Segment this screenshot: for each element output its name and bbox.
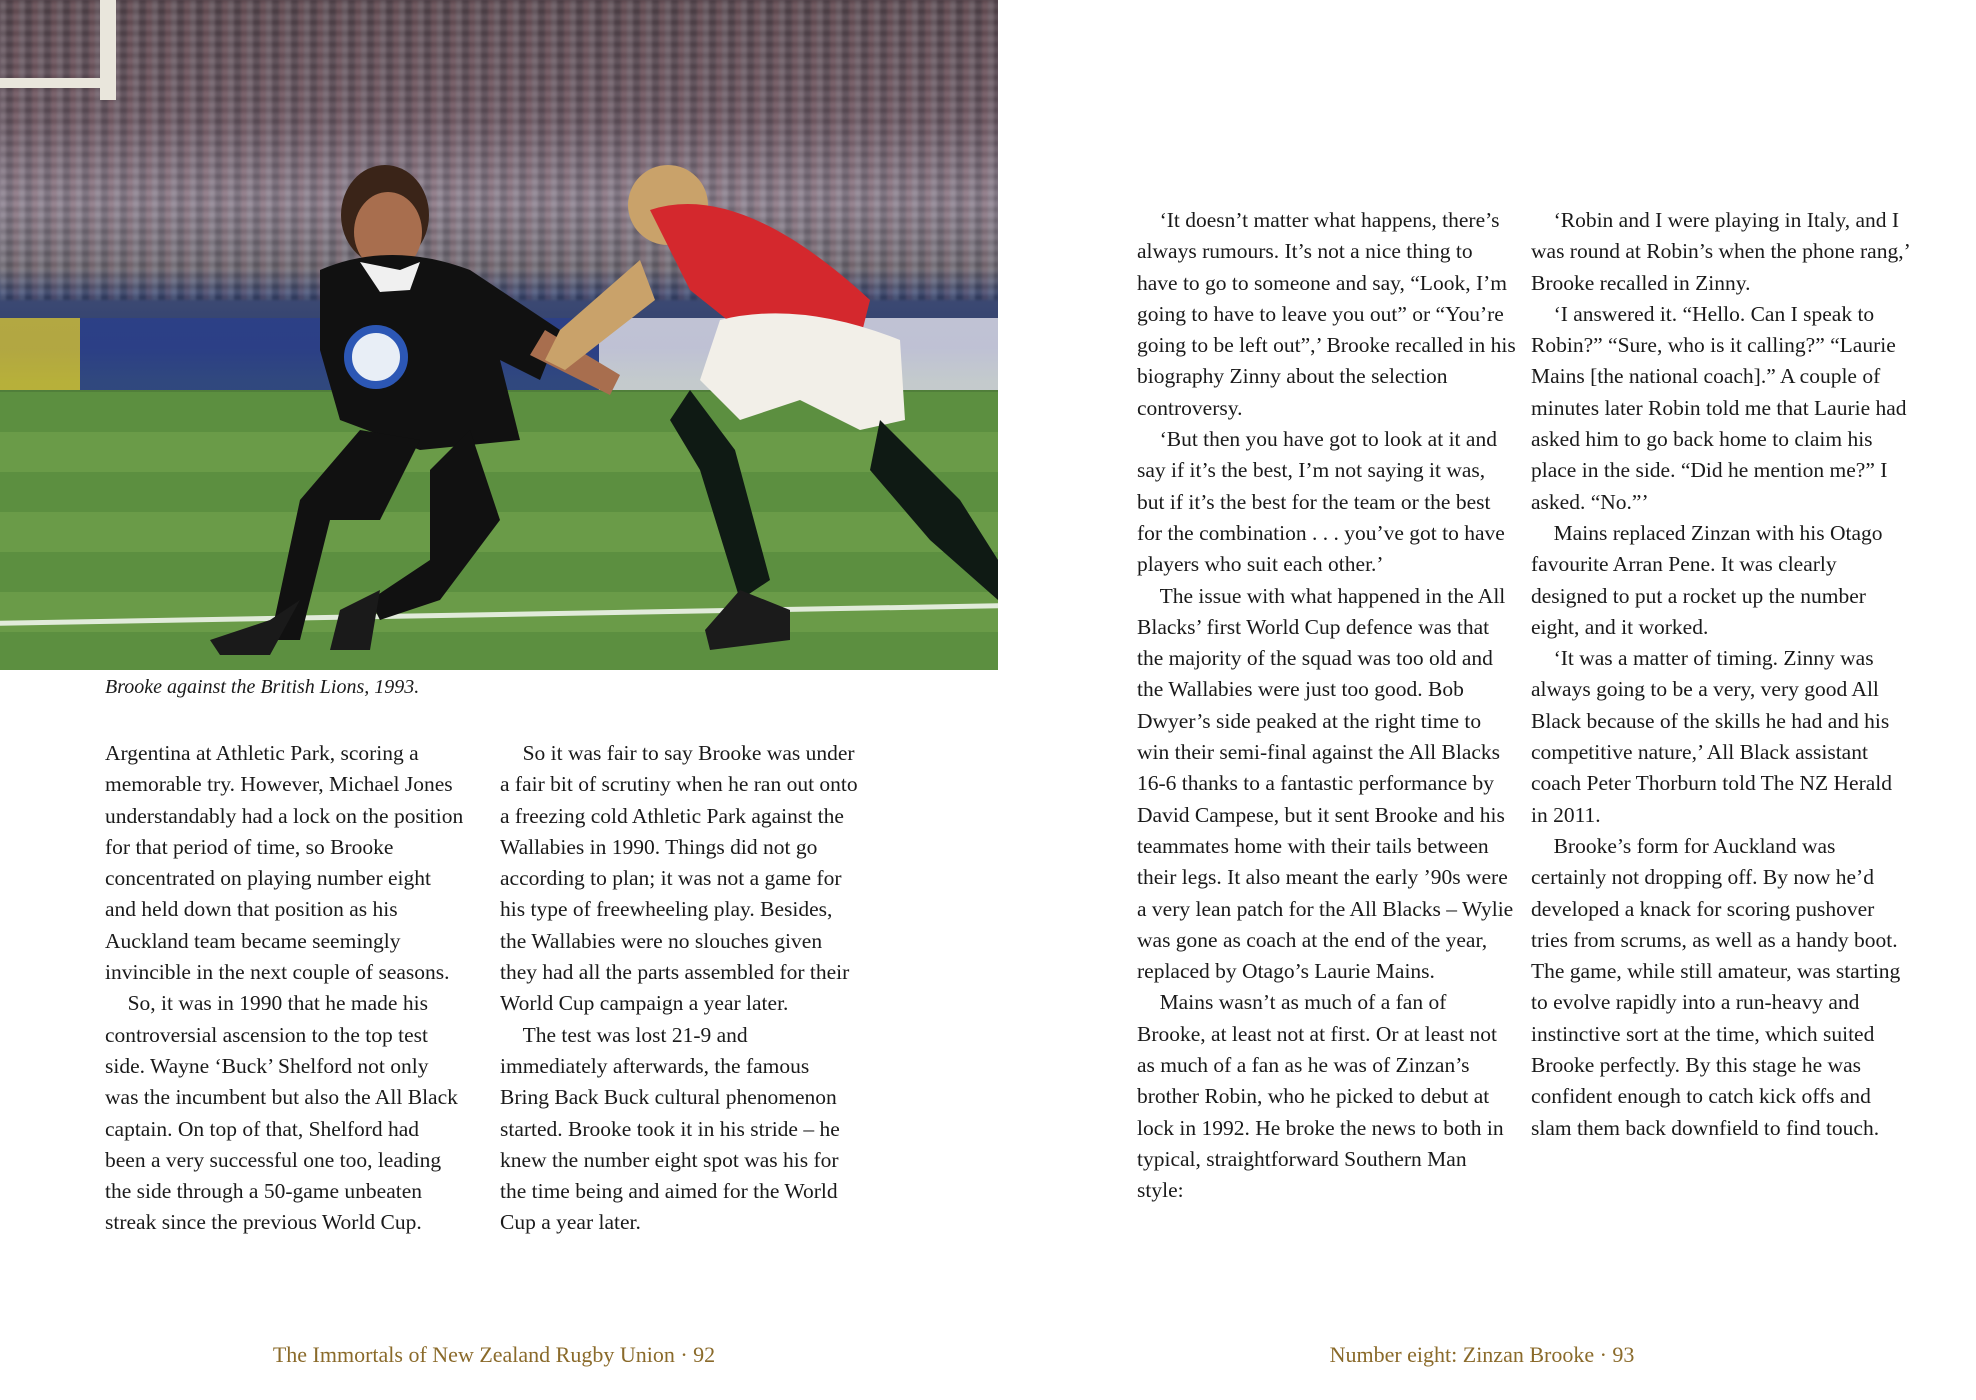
paragraph: ‘It was a matter of timing. Zinny was always going to be a very, very good All Black because of the skills he had and his competitive nature,’ All Black assistant coach Peter Thorburn told The NZ Herald in 2011. (1531, 646, 1893, 827)
paragraph: So it was fair to say Brooke was under a fair bit of scrutiny when he ran out onto a freezing cold Athletic Park against the Wallabies in 1990. Things did not go according to plan; it was not a game for his type of freewheeling play. Besides, the Wallabies were no slouches given they had all the parts assembled for their World Cup campaign a year later. (500, 741, 858, 1016)
left-column-1 (105, 738, 465, 1239)
paragraph: The test was lost 21-9 and immediately afterwards, the famous Bring Back Buck cultural phenomenon started. Brooke took it in his stride – he knew the number eight spot was his for the time being and aimed for the World Cup a year later. (500, 1022, 840, 1235)
right-column-1 (1137, 205, 1517, 1207)
paragraph: ‘It doesn’t matter what happens, there’s always rumours. It’s not a nice thing to have to go to someone and say, “Look, I’m going to have to leave you out” or “You’re going to be left out”,’ Brooke recalled in his biography Zinny about the selection controversy. (1137, 208, 1516, 420)
paragraph: Mains wasn’t as much of a fan of Brooke, at least not at first. Or at least not as much of a fan as he was of Zinzan’s brother Robin, who he picked to debut at lock in 1992. He broke the news to both in typical, straightforward Southern Man style: (1137, 990, 1504, 1203)
right-page (988, 0, 1976, 1400)
all-black-player (210, 165, 620, 655)
paragraph: ‘Robin and I were playing in Italy, and I was round at Robin’s when the phone rang,’ Brooke recalled in Zinny. (1531, 208, 1910, 295)
right-column-2 (1531, 205, 1911, 1144)
left-column-2 (500, 738, 860, 1239)
paragraph: Brooke’s form for Auckland was certainly not dropping off. By now he’d developed a knack for scoring pushover tries from scrums, as well as a handy boot. The game, while still amateur, was starting to evolve rapidly into a run-heavy and instinctive sort at the time, which suited Brooke perfectly. By this stage he was confident enough to catch kick offs and slam them back downfield to find touch. (1531, 833, 1901, 1140)
page-footer-left: The Immortals of New Zealand Rugby Union · 92 (272, 1342, 716, 1367)
paragraph: Argentina at Athletic Park, scoring a memorable try. However, Michael Jones understandably had a lock on the position for that period of time, so Brooke concentrated on playing number eight and held down that position as his Auckland team became seemingly invincible in the next couple of seasons. (105, 741, 464, 985)
paragraph: The issue with what happened in the All Blacks’ first World Cup defence was that the majority of the squad was too old and the Wallabies were just too good. Bob Dwyer’s side peaked at the right time to win their semi-final against the All Blacks 16-6 thanks to a fantastic performance by David Campese, but it sent Brooke and his teammates home with their tails between their legs. It also meant the early ’90s were a very lean patch for the All Blacks – Wylie was gone as coach at the end of the year, replaced by Otago’s Laurie Mains. (1137, 583, 1514, 984)
photo-caption: Brooke against the British Lions, 1993. (105, 676, 420, 698)
paragraph: So, it was in 1990 that he made his controversial ascension to the top test side. Wayne ‘Buck’ Shelford not only was the incumbent but also the All Black captain. On top of that, Shelford had been a very successful one too, leading the side through a 50-game unbeaten streak since the previous World Cup. (105, 991, 458, 1235)
paragraph: ‘But then you have got to look at it and say if it’s the best, I’m not saying it was, but if it’s the best for the team or the best for the combination . . . you’ve got to have players who suit each other.’ (1137, 427, 1505, 577)
players-illustration (0, 0, 998, 670)
paragraph: ‘I answered it. “Hello. Can I speak to Robin?” “Sure, who is it calling?” “Laurie Mains [the national coach].” A couple of minutes later Robin told me that Laurie had asked him to go back home to claim his place in the side. “Did he mention me?” I asked. “No.”’ (1531, 301, 1907, 514)
lions-player (545, 165, 998, 650)
rugby-photo (0, 0, 998, 670)
page-footer-right: Number eight: Zinzan Brooke · 93 (1329, 1342, 1635, 1367)
paragraph: Mains replaced Zinzan with his Otago favourite Arran Pene. It was clearly designed to put a rocket up the number eight, and it worked. (1531, 520, 1883, 639)
